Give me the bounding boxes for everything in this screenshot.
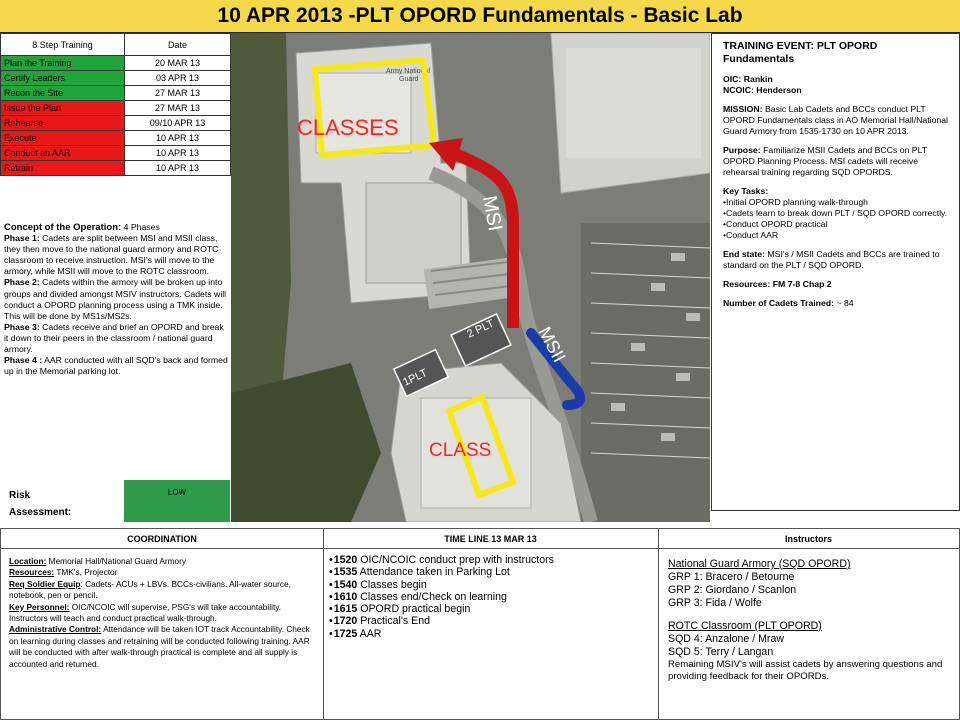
step-date: 20 MAR 13 [125, 56, 231, 71]
resources-text: TMK's, Projector [56, 567, 118, 578]
step-name: Rehearse [1, 116, 125, 131]
plt2-label: 2 PLT [465, 317, 497, 341]
concept-heading: Concept of the Operation: [4, 222, 122, 233]
phase4-text: AAR conducted with all SQD's back and formed up in the Memorial parking lot. [4, 355, 228, 377]
training-event-panel [711, 33, 960, 511]
msii-label: MSII [534, 323, 570, 366]
column-divider [658, 529, 659, 720]
armory-heading: National Guard Armory (SQD OPORD) [668, 558, 851, 570]
step-name: Issue the Plan [1, 101, 125, 116]
equip-text: : Cadets- ACUs + LBVs. BCCs-civilians. All-water source, notebook, pen or pencil. [9, 578, 291, 601]
step-row [1, 101, 231, 116]
concept-phases-count: 4 Phases [123, 222, 160, 232]
timeline-item: • 1725 AAR [329, 628, 649, 640]
risk-level-badge: LOW [124, 480, 230, 522]
step-row [1, 146, 231, 161]
admin-control-text: Attendance will be taken IOT track Accountability. Check on learning during classes and retraining will be conducted following training. AAR will be conducted with after walk-through practical is complete and all supply is accounted and returned. [9, 624, 310, 669]
aerial-map [231, 33, 710, 522]
key-task-item: •Conduct OPORD practical [723, 219, 828, 229]
risk-label-line2: Assessment: [9, 507, 72, 518]
msi-label: MSI [478, 194, 506, 233]
step-row [1, 71, 231, 86]
step-date: 10 APR 13 [125, 161, 231, 176]
timeline-item: • 1610 Classes end/Check on learning [329, 591, 649, 603]
phase4-label: Phase 4 : [4, 355, 43, 366]
steps-header-name: 8 Step Training [1, 34, 125, 56]
step-date: 27 MAR 13 [125, 86, 231, 101]
cadets-trained-value: ~ 84 [836, 298, 854, 308]
location-label: Location: [9, 556, 47, 566]
ncoic: NCOIC: Henderson [723, 85, 802, 95]
location-text: Memorial Hall/National Guard Armory [48, 556, 187, 566]
rotc-group: SQD 5: Terry / Langan [668, 646, 774, 658]
step-date: 10 APR 13 [125, 131, 231, 146]
timeline-list [329, 554, 649, 640]
armory-group: GRP 1: Bracero / Betourne [668, 571, 795, 583]
mission-label: MISSION: [723, 104, 763, 114]
resources-text: FM 7-8 Chap 2 [772, 279, 832, 289]
cadets-trained-label: Number of Cadets Trained: [723, 298, 835, 308]
timeline-item: • 1540 Classes begin [329, 579, 649, 591]
phase1-label: Phase 1: [4, 233, 40, 244]
column-divider [323, 529, 324, 720]
oic: OIC: Rankin [723, 74, 773, 84]
personnel-text: OIC/NCOIC will supervise, PSG's will take accountability. Instructors will teach and conduct practical walk-through. [9, 601, 282, 624]
step-name: Execute [1, 131, 125, 146]
concept-of-operation [4, 222, 228, 377]
timeline-item: • 1520 OIC/NCOIC conduct prep with instructors [329, 554, 649, 566]
steps-header-date: Date [125, 34, 231, 56]
step-row [1, 86, 231, 101]
page-title: 10 APR 2013 -PLT OPORD Fundamentals - Basic Lab [0, 0, 960, 33]
step-row [1, 161, 231, 176]
step-date: 27 MAR 13 [125, 101, 231, 116]
armory-sign-line1: Army National [386, 68, 430, 75]
personnel-label: Key Personnel: [9, 601, 70, 612]
coordination-table [0, 528, 960, 720]
step-row [1, 116, 231, 131]
coordination-details [9, 556, 314, 670]
armory-group: GRP 2: Giordano / Scanlon [668, 584, 797, 596]
step-row [1, 56, 231, 71]
phase2-text: Cadets within the armory will be broken up into groups and divided amongst MSIV instructors. Cadets will conduct a OPORD planning process using a TMK inside. This will be done by MS1s/MS2s. [4, 277, 227, 321]
rotc-heading: ROTC Classroom (PLT OPORD) [668, 620, 822, 632]
timeline-item: • 1615 OPORD practical begin [329, 603, 649, 615]
coordination-header: COORDINATION [1, 529, 323, 549]
key-task-item: •Initial OPORD planning walk-through [723, 197, 869, 207]
risk-label-line1: Risk [9, 490, 31, 501]
key-tasks-label: Key Tasks: [723, 186, 769, 196]
armory-group: GRP 3: Fida / Wolfe [668, 597, 762, 609]
step-date: 09/10 APR 13 [125, 116, 231, 131]
instructors-list [668, 558, 958, 683]
phase3-text: Cadets receive and brief an OPORD and break it down to their peers in the classroom / national guard armory. [4, 321, 224, 355]
step-date: 03 APR 13 [125, 71, 231, 86]
phase3-label: Phase 3: [4, 321, 40, 332]
rotc-group: SQD 4: Anzalone / Mraw [668, 633, 784, 645]
instructors-header: Instructors [658, 529, 959, 549]
step-name: Plan the Training [1, 56, 125, 71]
phase2-label: Phase 2: [4, 277, 40, 288]
end-state-label: End state: [723, 249, 765, 259]
eight-step-training-table [0, 33, 231, 176]
classes-label: CLASSES [297, 115, 399, 140]
step-name: Retrain [1, 161, 125, 176]
purpose-text: Familiarize MSII Cadets and BCCs on PLT OPORD Planning Process. MSI cadets will receive rehearsal training regarding SQD OPORDS. [723, 145, 927, 177]
timeline-item: • 1535 Attendance taken in Parking Lot [329, 566, 649, 578]
step-name: Certify Leaders [1, 71, 125, 86]
purpose-label: Purpose: [723, 145, 761, 155]
armory-roof-section [316, 73, 411, 153]
key-task-item: •Conduct AAR [723, 230, 779, 240]
parking-lot [581, 223, 710, 522]
north-building-roof [566, 48, 701, 158]
step-date: 10 APR 13 [125, 146, 231, 161]
step-name: Conduct an AAR [1, 146, 125, 161]
step-name: Recon the Site [1, 86, 125, 101]
step-row [1, 131, 231, 146]
admin-control-label: Administrative Control: [9, 624, 102, 635]
resources-label: Resources: [9, 567, 55, 578]
class-label: CLASS [429, 440, 492, 461]
remaining-msiv-text: Remaining MSIV's will assist cadets by answering questions and providing feedback for their OPORDs. [668, 659, 943, 682]
end-state-text: MSI's / MSII Cadets and BCCs are trained to standard on the PLT / SQD OPORD. [723, 249, 940, 270]
plt1-label: 1PLT [401, 367, 430, 389]
equip-label: Req Soldier Equip [9, 578, 81, 589]
armory-sign-line2: Guard [399, 76, 419, 83]
timeline-header: TIME LINE 13 MAR 13 [323, 529, 658, 549]
training-event-title: TRAINING EVENT: PLT OPORD Fundamentals [723, 40, 878, 65]
key-task-item: •Cadets learn to break down PLT / SQD OPORD correctly. [723, 208, 948, 218]
resources-label: Resources: [723, 279, 771, 289]
mission-text: Basic Lab Cadets and BCCs conduct PLT OPORD Fundamentals class in AO Memorial Hall/National Guard Armory from 1535-1730 on 10 APR 2013. [723, 104, 948, 136]
phase1-text: Cadets are split between MSI and MSII class, they then move to the national guard armory and ROTC classroom to receive instruction. MSI's will move to the armory, while MSII will move to the ROTC classroom. [4, 233, 219, 277]
risk-assessment-label [9, 487, 71, 521]
timeline-item: • 1720 Practical's End [329, 615, 649, 627]
